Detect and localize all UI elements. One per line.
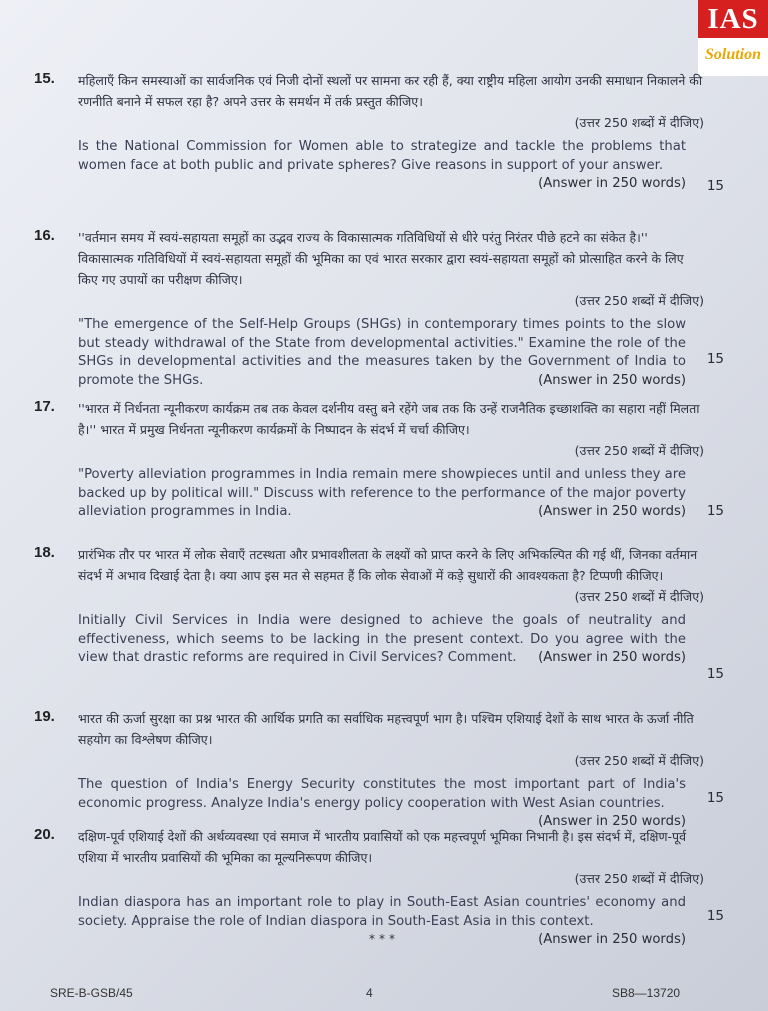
question-marks: 15: [706, 351, 724, 367]
question-english-text: Is the National Commission for Women able to strategize and tackle the problems that women face at both public and private spheres? Give reasons in support of your answer.: [78, 139, 686, 173]
footer-page-number: 4: [366, 986, 373, 1000]
hindi-word-limit: (उत्तर 250 शब्दों में दीजिए): [574, 753, 704, 768]
question-hindi: प्रारंभिक तौर पर भारत में लोक सेवाएँ तटस्थता और प्रभावशीलता के लक्ष्यों को प्राप्त करने के लिए अभिकल्पित की गई थीं, जिनका वर्तमान संदर्भ में अभाव दिखाई देता है। क्या आप इस मत से सहमत हैं कि लोक सेवाओं में कड़े सुधारों की आवश्यकता है? टिप्पणी कीजिए।: [78, 547, 698, 583]
ias-solution-logo: [698, 0, 768, 76]
question-hindi: ''भारत में निर्धनता न्यूनीकरण कार्यक्रम तब तक केवल दर्शनीय वस्तु बने रहेंगे जब तक कि उन्हें राजनैतिक इच्छाशक्ति का सहारा नहीं मिलता है।'' भारत में प्रमुख निर्धनता न्यूनीकरण कार्यक्रमों के निष्पादन के संदर्भ में चर्चा कीजिए।: [78, 401, 700, 437]
hindi-word-limit: (उत्तर 250 शब्दों में दीजिए): [574, 443, 704, 458]
question-hindi: महिलाएँ किन समस्याओं का सार्वजनिक एवं निजी दोनों स्थलों पर सामना कर रही हैं, क्या राष्ट्रीय महिला आयोग उनकी समाधान निकालने की रणनीति बनाने में सफल रहा है? अपने उत्तर के समर्थन में तर्क प्रस्तुत कीजिए।: [78, 73, 703, 109]
english-word-limit: (Answer in 250 words): [538, 176, 686, 191]
hindi-word-limit: (उत्तर 250 शब्दों में दीजिए): [574, 293, 704, 308]
question-marks: 15: [706, 503, 724, 519]
english-word-limit: (Answer in 250 words): [538, 932, 686, 947]
question-hindi: भारत की ऊर्जा सुरक्षा का प्रश्न भारत की आर्थिक प्रगति का सर्वाधिक महत्त्वपूर्ण भाग है। पश्चिम एशियाई देशों के साथ भारत के ऊर्जा नीति सहयोग का विश्लेषण कीजिए।: [78, 711, 694, 747]
english-word-limit: (Answer in 250 words): [538, 504, 686, 519]
question-marks: 15: [706, 178, 724, 194]
logo-solution-text: Solution: [704, 46, 762, 63]
question-english-text: Initially Civil Services in India were designed to achieve the goals of neutrality and effectiveness, which seems to be lacking in the present context. Do you agree with the view that drastic reforms are required in Civil Services? Comment.: [78, 613, 686, 665]
question-english: [78, 612, 686, 668]
question-english: [78, 466, 686, 522]
question-hindi: ''वर्तमान समय में स्वयं-सहायता समूहों का उद्भव राज्य के विकासात्मक गतिविधियों से धीरे परंतु निरंतर पीछे हटने का संकेत है।'' विकासात्मक गतिविधियों में स्वयं-सहायता समूहों की भूमिका का एवं भारत सरकार द्वारा स्वयं-सहायता समूहों को प्रोत्साहित करने के लिए किए गए उपायों का परीक्षण कीजिए।: [78, 230, 684, 287]
question-20: [34, 826, 724, 950]
english-word-limit: (Answer in 250 words): [538, 650, 686, 665]
question-number: 18.: [34, 544, 55, 561]
question-18: [34, 544, 724, 682]
question-english-text: The question of India's Energy Security constitutes the most important part of India's economic progress. Analyze India's energy policy cooperation with West Asian countries.: [78, 777, 686, 811]
question-number: 15.: [34, 70, 55, 87]
question-17: [34, 398, 724, 522]
footer-paper-code: SRE-B-GSB/45: [50, 986, 133, 1000]
question-english: [78, 138, 686, 191]
question-16: [34, 227, 724, 390]
question-english-text: "The emergence of the Self-Help Groups (SHGs) in contemporary times points to the slow but steady withdrawal of the State from developmental activities." Examine the role of the SHGs in developmental activities and the measures taken by the Government of India to promote the SHGs.: [78, 317, 686, 388]
question-english: [78, 776, 686, 829]
hindi-word-limit: (उत्तर 250 शब्दों में दीजिए): [574, 589, 704, 604]
question-number: 20.: [34, 826, 55, 843]
question-marks: 15: [706, 790, 724, 806]
question-english-text: "Poverty alleviation programmes in India remain mere showpieces until and unless they are backed up by political will." Discuss with reference to the performance of the major poverty alleviation programmes in India.: [78, 467, 686, 519]
question-english: [78, 316, 686, 390]
question-marks: 15: [706, 666, 724, 682]
question-19: [34, 708, 724, 832]
hindi-word-limit: (उत्तर 250 शब्दों में दीजिए): [574, 871, 704, 886]
question-number: 19.: [34, 708, 55, 725]
logo-ias-text: IAS: [698, 0, 768, 38]
question-hindi: दक्षिण-पूर्व एशियाई देशों की अर्थव्यवस्था एवं समाज में भारतीय प्रवासियों को एक महत्त्वपूर्ण भूमिका निभानी है। इस संदर्भ में, दक्षिण-पूर्व एशिया में भारतीय प्रवासियों की भूमिका का मूल्यनिरूपण कीजिए।: [78, 829, 687, 865]
footer-series-code: SB8—13720: [612, 986, 681, 1000]
question-english-text: Indian diaspora has an important role to play in South-East Asian countries' economy and society. Appraise the role of Indian diaspora in South-East Asia in this context.: [78, 895, 686, 929]
question-number: 16.: [34, 227, 55, 244]
hindi-word-limit: (उत्तर 250 शब्दों में दीजिए): [574, 115, 704, 130]
question-english: [78, 894, 686, 947]
english-word-limit: (Answer in 250 words): [538, 814, 686, 829]
english-word-limit: (Answer in 250 words): [538, 372, 686, 388]
question-15: [34, 70, 724, 194]
end-of-questions-stars: ***: [369, 932, 399, 946]
question-marks: 15: [706, 908, 724, 924]
question-number: 17.: [34, 398, 55, 415]
